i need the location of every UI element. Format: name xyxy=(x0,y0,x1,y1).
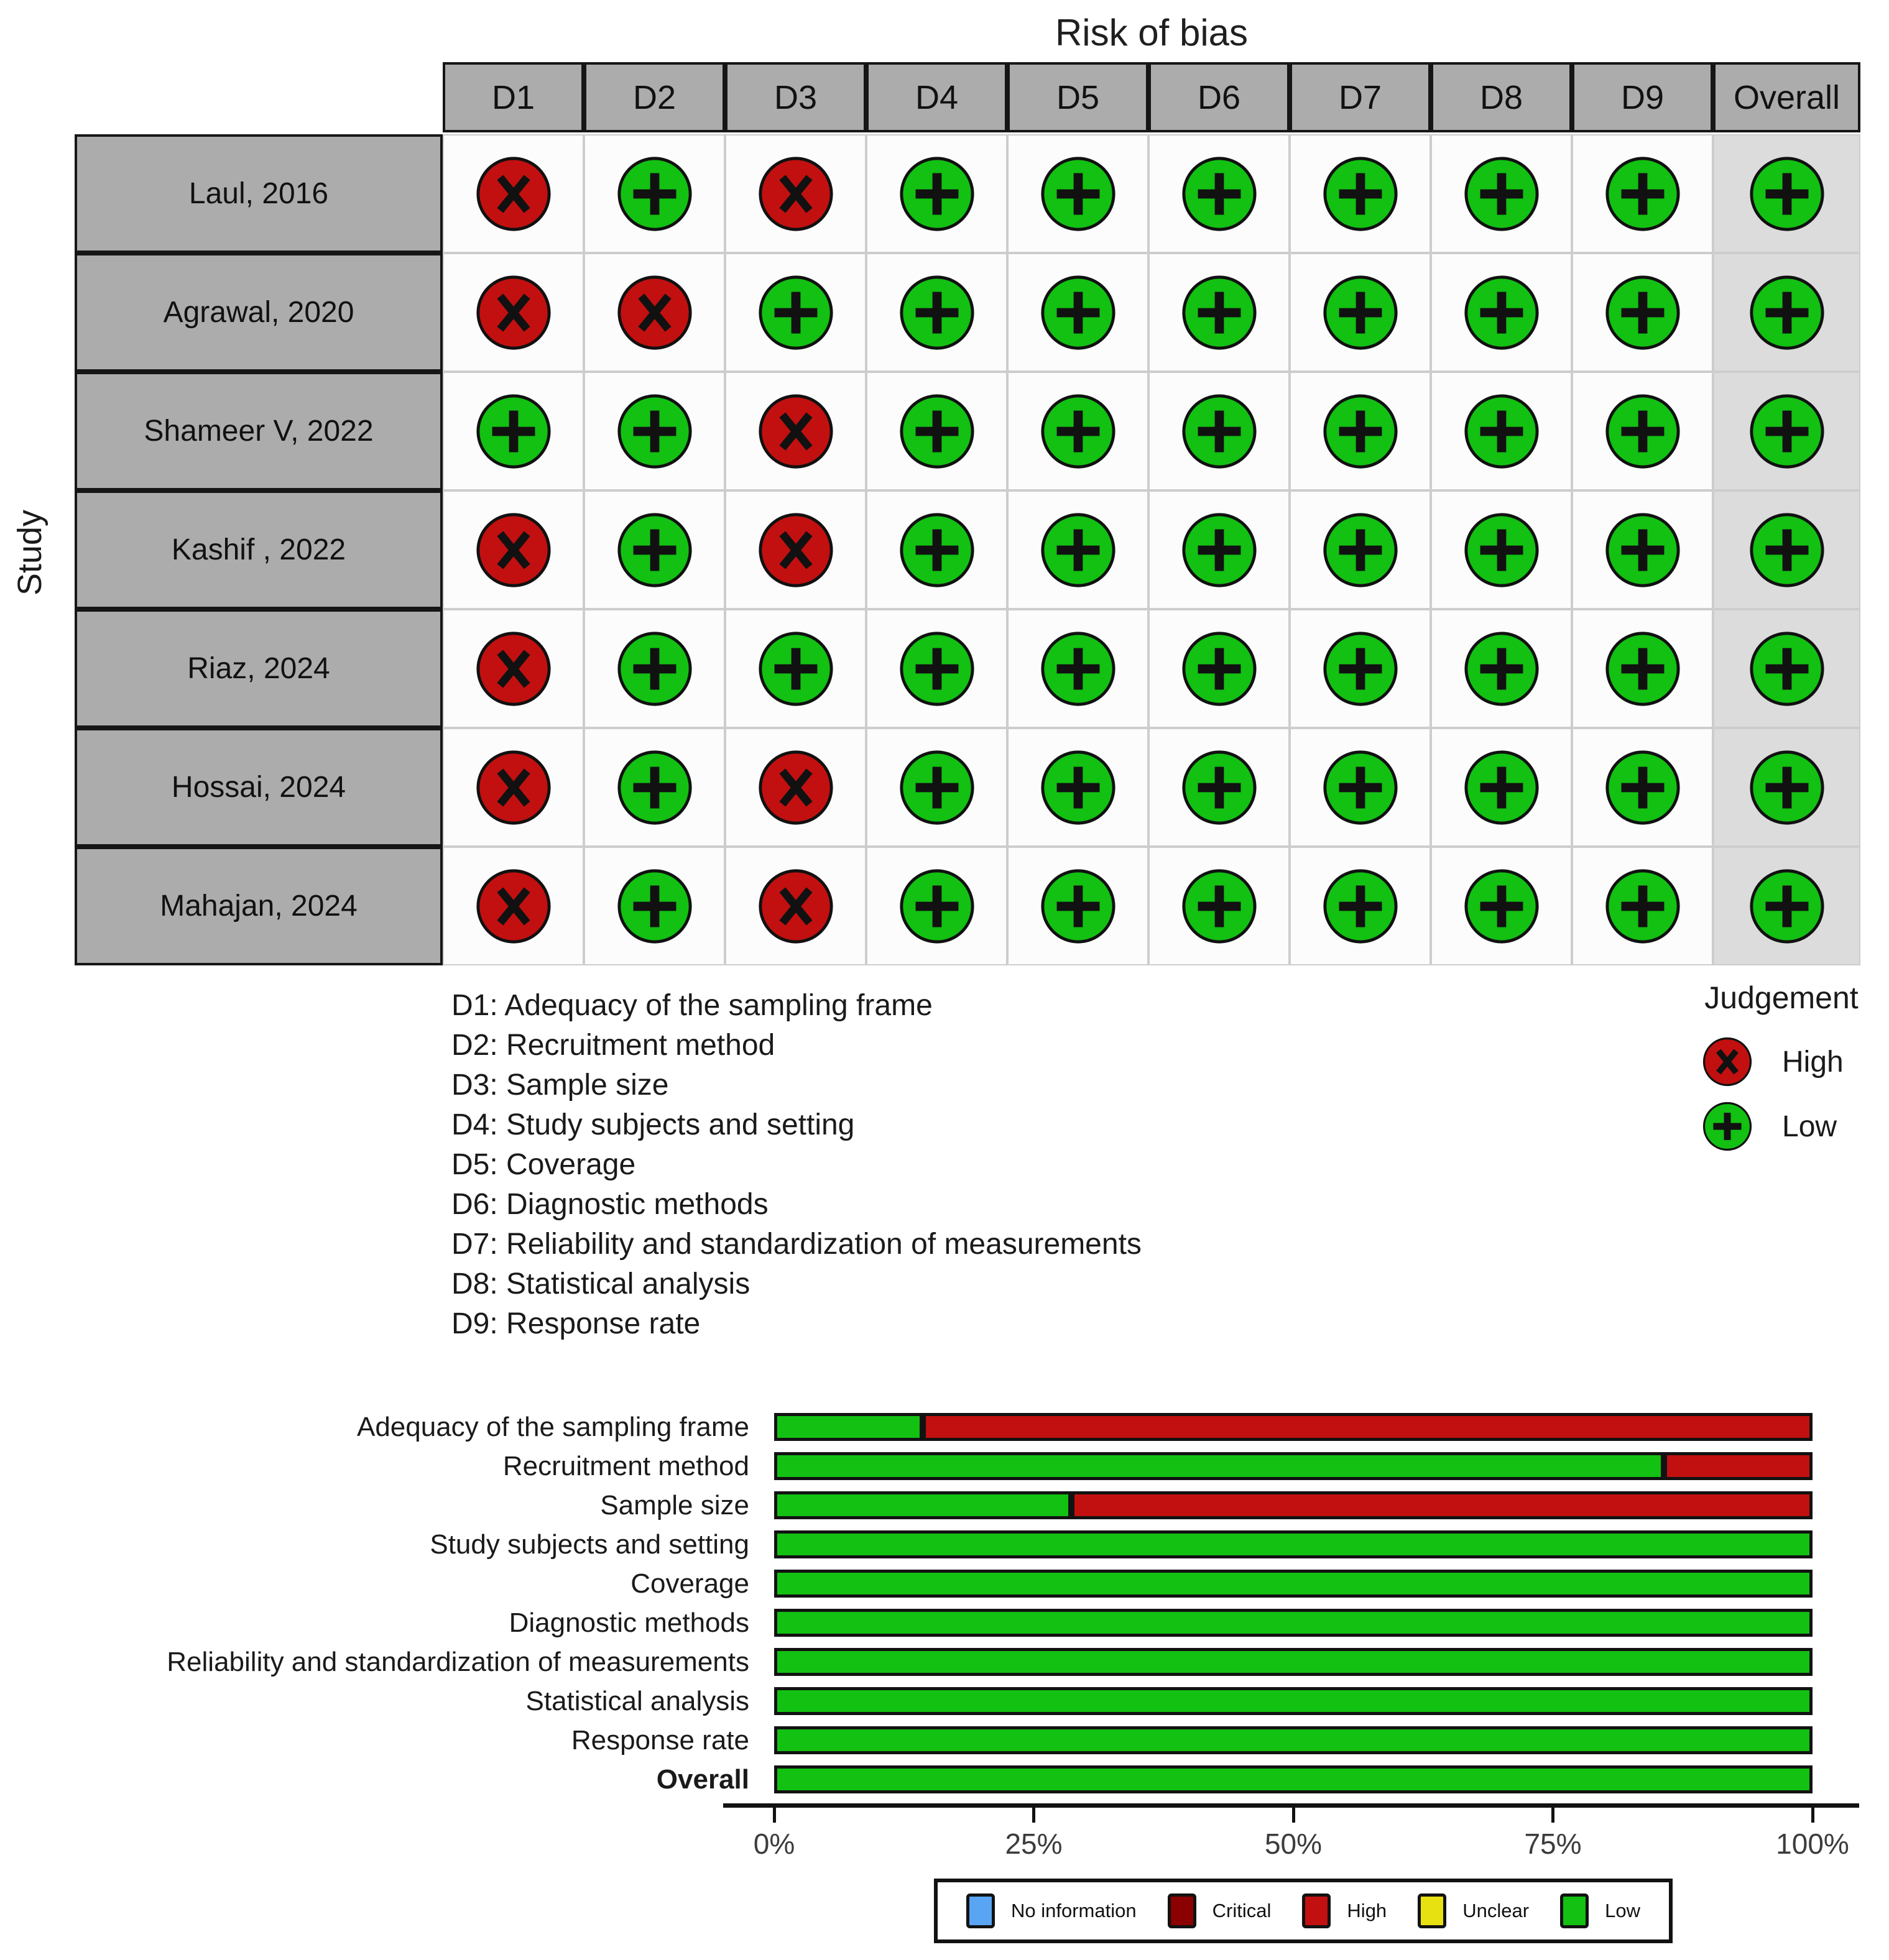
judgement-cell-low xyxy=(1007,728,1148,847)
legend-color-swatch xyxy=(1560,1893,1589,1928)
domain-definition: D4: Study subjects and setting xyxy=(451,1108,855,1141)
legend-item-unclear xyxy=(1418,1893,1529,1928)
x-axis-tick-label: 100% xyxy=(1776,1828,1849,1860)
risk-level-legend xyxy=(934,1879,1673,1943)
low-risk-icon xyxy=(897,392,977,471)
judgement-cell-high xyxy=(443,609,584,728)
judgement-cell-low xyxy=(725,253,866,372)
stacked-bar xyxy=(774,1491,1813,1519)
judgement-cell-low xyxy=(1290,134,1431,253)
x-axis-tick xyxy=(1032,1808,1035,1823)
low-risk-icon xyxy=(897,748,977,827)
low-risk-icon xyxy=(1747,748,1827,827)
judgement-cell-low xyxy=(1713,134,1860,253)
high-risk-icon xyxy=(474,510,553,590)
low-risk-icon xyxy=(1603,629,1683,709)
judgement-cell-low xyxy=(1713,372,1860,490)
bar-category-label: Recruitment method xyxy=(502,1451,749,1481)
judgement-cell-low xyxy=(1007,253,1148,372)
stacked-bar xyxy=(774,1530,1813,1558)
low-risk-icon xyxy=(1180,273,1259,352)
x-axis-tick-label: 75% xyxy=(1524,1828,1582,1860)
bar-category-label: Coverage xyxy=(630,1568,749,1599)
domain-definitions xyxy=(451,986,1142,1344)
judgement-cell-low xyxy=(1431,609,1572,728)
high-risk-icon xyxy=(756,867,836,946)
judgement-cell-high xyxy=(584,253,725,372)
low-risk-icon xyxy=(1701,1100,1753,1153)
judgement-cell-low xyxy=(584,490,725,609)
judgement-cell-low xyxy=(1007,847,1148,965)
judgement-cell-high xyxy=(443,490,584,609)
low-risk-icon xyxy=(1180,510,1259,590)
low-risk-icon xyxy=(1603,867,1683,946)
judgement-legend-label: Low xyxy=(1782,1110,1837,1143)
low-risk-icon xyxy=(1180,867,1259,946)
high-risk-icon xyxy=(756,748,836,827)
legend-label: High xyxy=(1347,1900,1387,1921)
low-risk-icon xyxy=(1038,510,1118,590)
stacked-bar xyxy=(774,1765,1813,1793)
low-risk-icon xyxy=(756,273,836,352)
legend-label: Low xyxy=(1605,1900,1640,1921)
bar-track xyxy=(774,1642,1813,1682)
bar-category-label: Diagnostic methods xyxy=(509,1608,749,1638)
legend-color-swatch xyxy=(1418,1893,1446,1928)
column-header-d4: D4 xyxy=(866,62,1007,132)
judgement-cell-high xyxy=(725,134,866,253)
bar-segment-low xyxy=(774,1530,1813,1558)
low-risk-icon xyxy=(1747,510,1827,590)
bar-track xyxy=(774,1486,1813,1525)
judgement-legend-label: High xyxy=(1782,1045,1844,1079)
judgement-cell-low xyxy=(1148,728,1290,847)
bar-segment-low xyxy=(774,1491,1071,1519)
y-axis-label: Study xyxy=(11,509,48,596)
low-risk-icon xyxy=(615,154,695,234)
high-risk-icon xyxy=(756,510,836,590)
bar-segment-low xyxy=(774,1452,1664,1480)
judgement-cell-low xyxy=(1431,253,1572,372)
legend-item-high xyxy=(1302,1893,1387,1928)
stacked-bar xyxy=(774,1648,1813,1676)
judgement-cell-low xyxy=(1148,847,1290,965)
low-risk-icon xyxy=(1038,748,1118,827)
low-risk-icon xyxy=(1603,748,1683,827)
bar-track xyxy=(774,1760,1813,1799)
low-risk-icon xyxy=(1321,867,1400,946)
judgement-cell-low xyxy=(866,134,1007,253)
legend-label: Critical xyxy=(1212,1900,1272,1921)
bar-category-label: Reliability and standardization of measurements xyxy=(167,1647,749,1677)
column-header-d7: D7 xyxy=(1290,62,1431,132)
bar-rows xyxy=(0,1397,1889,1799)
judgement-cell-high xyxy=(443,728,584,847)
low-risk-icon xyxy=(1321,510,1400,590)
bar-category-label: Sample size xyxy=(600,1490,749,1521)
judgement-cell-low xyxy=(866,253,1007,372)
low-risk-icon xyxy=(897,273,977,352)
judgement-cell-low xyxy=(1290,847,1431,965)
study-name: Laul, 2016 xyxy=(75,134,443,253)
judgement-cell-low xyxy=(1572,490,1713,609)
judgement-cell-low xyxy=(866,847,1007,965)
bar-row xyxy=(0,1721,1889,1760)
low-risk-icon xyxy=(1603,510,1683,590)
stacked-bar xyxy=(774,1570,1813,1598)
low-risk-icon xyxy=(1462,510,1541,590)
judgement-cell-low xyxy=(1148,372,1290,490)
x-axis-tick xyxy=(773,1808,776,1823)
bar-track xyxy=(774,1721,1813,1760)
low-risk-icon xyxy=(615,867,695,946)
low-risk-icon xyxy=(1180,392,1259,471)
column-header-overall: Overall xyxy=(1713,62,1860,132)
study-row xyxy=(75,490,1860,609)
low-risk-icon xyxy=(897,867,977,946)
judgement-cell-low xyxy=(1572,134,1713,253)
low-risk-icon xyxy=(756,629,836,709)
judgement-cell-high xyxy=(725,728,866,847)
column-header-d1: D1 xyxy=(443,62,584,132)
judgement-cell-high xyxy=(443,134,584,253)
low-risk-icon xyxy=(1180,154,1259,234)
low-risk-icon xyxy=(1462,748,1541,827)
judgement-cell-low xyxy=(1431,134,1572,253)
x-axis-tick-label: 50% xyxy=(1264,1828,1323,1860)
judgement-cell-low xyxy=(1572,253,1713,372)
bar-segment-low xyxy=(774,1609,1813,1637)
study-name: Mahajan, 2024 xyxy=(75,847,443,965)
judgement-cell-high xyxy=(443,847,584,965)
judgement-cell-high xyxy=(725,847,866,965)
bar-row xyxy=(0,1642,1889,1682)
judgement-cell-low xyxy=(1431,847,1572,965)
judgement-cell-low xyxy=(1713,728,1860,847)
judgement-cell-low xyxy=(584,372,725,490)
stacked-bar xyxy=(774,1726,1813,1754)
low-risk-icon xyxy=(1321,154,1400,234)
bar-segment-high xyxy=(1664,1452,1813,1480)
bar-row xyxy=(0,1603,1889,1642)
low-risk-icon xyxy=(615,510,695,590)
domain-definition: D6: Diagnostic methods xyxy=(451,1188,769,1221)
x-axis-tick-label: 25% xyxy=(1005,1828,1063,1860)
judgement-cell-low xyxy=(1007,609,1148,728)
domain-definition: D7: Reliability and standardization of measurements xyxy=(451,1228,1142,1261)
legend-item-no-information xyxy=(966,1893,1137,1928)
low-risk-icon xyxy=(1038,629,1118,709)
judgement-cell-low xyxy=(1007,490,1148,609)
judgement-cell-high xyxy=(725,372,866,490)
low-risk-icon xyxy=(1747,629,1827,709)
study-row xyxy=(75,609,1860,728)
bar-track xyxy=(774,1682,1813,1721)
bar-row xyxy=(0,1447,1889,1486)
judgement-cell-low xyxy=(1290,728,1431,847)
judgement-cell-high xyxy=(725,490,866,609)
column-header-d9: D9 xyxy=(1572,62,1713,132)
x-axis-line xyxy=(723,1803,1859,1808)
column-header-d2: D2 xyxy=(584,62,725,132)
judgement-cell-low xyxy=(1148,134,1290,253)
judgement-cell-low xyxy=(1431,490,1572,609)
domain-definition: D9: Response rate xyxy=(451,1307,701,1340)
stacked-bar xyxy=(774,1452,1813,1480)
bar-row xyxy=(0,1682,1889,1721)
domain-definition: D8: Statistical analysis xyxy=(451,1268,751,1300)
judgement-cell-low xyxy=(1431,372,1572,490)
bar-category-label: Study subjects and setting xyxy=(430,1529,749,1560)
legend-color-swatch xyxy=(1302,1893,1331,1928)
bar-track xyxy=(774,1525,1813,1564)
low-risk-icon xyxy=(1747,867,1827,946)
low-risk-icon xyxy=(1038,154,1118,234)
high-risk-icon xyxy=(474,867,553,946)
domain-definition: D2: Recruitment method xyxy=(451,1029,775,1062)
judgement-legend-title: Judgement xyxy=(1704,980,1859,1015)
study-row xyxy=(75,253,1860,372)
low-risk-icon xyxy=(1321,629,1400,709)
low-risk-icon xyxy=(1747,154,1827,234)
high-risk-icon xyxy=(615,273,695,352)
column-header-d5: D5 xyxy=(1007,62,1148,132)
low-risk-icon xyxy=(615,629,695,709)
legend-color-swatch xyxy=(966,1893,995,1928)
judgement-cell-low xyxy=(866,372,1007,490)
low-risk-icon xyxy=(1321,748,1400,827)
judgement-cell-low xyxy=(1713,847,1860,965)
study-row xyxy=(75,134,1860,253)
judgement-cell-low xyxy=(584,609,725,728)
bar-segment-low xyxy=(774,1765,1813,1793)
plot-title: Risk of bias xyxy=(1055,12,1249,53)
legend-color-swatch xyxy=(1168,1893,1196,1928)
bar-category-label: Statistical analysis xyxy=(525,1686,749,1716)
bar-segment-high xyxy=(923,1413,1813,1441)
study-name: Kashif , 2022 xyxy=(75,490,443,609)
study-name: Shameer V, 2022 xyxy=(75,372,443,490)
low-risk-icon xyxy=(1180,748,1259,827)
low-risk-icon xyxy=(1321,273,1400,352)
bar-segment-low xyxy=(774,1413,923,1441)
judgement-cell-low xyxy=(1572,609,1713,728)
judgement-cell-low xyxy=(443,372,584,490)
low-risk-icon xyxy=(615,392,695,471)
legend-label: No information xyxy=(1011,1900,1137,1921)
domain-definition: D5: Coverage xyxy=(451,1148,636,1181)
x-axis-tick xyxy=(1551,1808,1554,1823)
judgement-cell-low xyxy=(1572,847,1713,965)
low-risk-icon xyxy=(1603,273,1683,352)
bar-category-label: Response rate xyxy=(571,1725,749,1755)
bar-track xyxy=(774,1564,1813,1603)
high-risk-icon xyxy=(756,392,836,471)
judgement-cell-low xyxy=(1713,490,1860,609)
judgement-cell-low xyxy=(866,490,1007,609)
judgement-legend xyxy=(1679,980,1884,1159)
judgement-cell-low xyxy=(1290,253,1431,372)
judgement-cell-low xyxy=(866,728,1007,847)
summary-bar-chart xyxy=(0,1397,1889,1925)
low-risk-icon xyxy=(1038,273,1118,352)
low-risk-icon xyxy=(897,154,977,234)
low-risk-icon xyxy=(1180,629,1259,709)
judgement-cell-low xyxy=(1290,609,1431,728)
domain-definition: D3: Sample size xyxy=(451,1069,669,1102)
bar-category-label: Overall xyxy=(656,1764,749,1795)
judgement-cell-low xyxy=(725,609,866,728)
bar-segment-low xyxy=(774,1648,1813,1676)
bar-row xyxy=(0,1407,1889,1447)
stacked-bar xyxy=(774,1609,1813,1637)
judgement-cell-low xyxy=(1148,490,1290,609)
low-risk-icon xyxy=(1603,392,1683,471)
judgement-cell-low xyxy=(584,847,725,965)
x-axis-tick xyxy=(1811,1808,1814,1823)
high-risk-icon xyxy=(474,273,553,352)
low-risk-icon xyxy=(1462,867,1541,946)
judgement-cell-low xyxy=(584,728,725,847)
judgement-cell-low xyxy=(1290,372,1431,490)
legend-item-critical xyxy=(1168,1893,1272,1928)
bar-track xyxy=(774,1603,1813,1642)
low-risk-icon xyxy=(1603,154,1683,234)
low-risk-icon xyxy=(1038,392,1118,471)
column-header-d8: D8 xyxy=(1431,62,1572,132)
study-row xyxy=(75,728,1860,847)
judgement-cell-high xyxy=(443,253,584,372)
traffic-light-rows xyxy=(75,134,1860,965)
low-risk-icon xyxy=(1462,154,1541,234)
low-risk-icon xyxy=(615,748,695,827)
column-header-d6: D6 xyxy=(1148,62,1290,132)
bar-row xyxy=(0,1525,1889,1564)
low-risk-icon xyxy=(897,629,977,709)
judgement-legend-item-high xyxy=(1701,1029,1884,1094)
judgement-cell-low xyxy=(1148,253,1290,372)
bar-track xyxy=(774,1447,1813,1486)
high-risk-icon xyxy=(474,748,553,827)
study-name: Agrawal, 2020 xyxy=(75,253,443,372)
judgement-cell-low xyxy=(1572,728,1713,847)
domain-definition: D1: Adequacy of the sampling frame xyxy=(451,989,933,1022)
study-name: Riaz, 2024 xyxy=(75,609,443,728)
bar-track xyxy=(774,1407,1813,1447)
judgement-cell-low xyxy=(584,134,725,253)
bar-row xyxy=(0,1760,1889,1799)
low-risk-icon xyxy=(1462,629,1541,709)
judgement-cell-low xyxy=(1290,490,1431,609)
bar-row xyxy=(0,1486,1889,1525)
high-risk-icon xyxy=(756,154,836,234)
low-risk-icon xyxy=(1321,392,1400,471)
judgement-cell-low xyxy=(1713,609,1860,728)
bar-segment-low xyxy=(774,1726,1813,1754)
study-row xyxy=(75,372,1860,490)
high-risk-icon xyxy=(1701,1036,1753,1088)
low-risk-icon xyxy=(474,392,553,471)
column-header-d3: D3 xyxy=(725,62,866,132)
judgement-cell-low xyxy=(1148,609,1290,728)
study-name: Hossai, 2024 xyxy=(75,728,443,847)
judgement-cell-low xyxy=(866,609,1007,728)
stacked-bar xyxy=(774,1413,1813,1441)
low-risk-icon xyxy=(1747,273,1827,352)
legend-label: Unclear xyxy=(1462,1900,1530,1921)
judgement-legend-items xyxy=(1679,1029,1884,1159)
bar-segment-high xyxy=(1071,1491,1813,1519)
x-axis-tick-label: 0% xyxy=(753,1828,795,1860)
judgement-cell-low xyxy=(1713,253,1860,372)
low-risk-icon xyxy=(1462,273,1541,352)
judgement-cell-low xyxy=(1572,372,1713,490)
judgement-cell-low xyxy=(1007,134,1148,253)
low-risk-icon xyxy=(1747,392,1827,471)
high-risk-icon xyxy=(474,154,553,234)
stacked-bar xyxy=(774,1687,1813,1715)
judgement-cell-low xyxy=(1431,728,1572,847)
judgement-cell-low xyxy=(1007,372,1148,490)
x-axis-tick xyxy=(1292,1808,1295,1823)
study-row xyxy=(75,847,1860,965)
low-risk-icon xyxy=(1462,392,1541,471)
legend-item-low xyxy=(1560,1893,1640,1928)
bar-segment-low xyxy=(774,1687,1813,1715)
domain-header-row xyxy=(443,62,1860,132)
bar-row xyxy=(0,1564,1889,1603)
bar-segment-low xyxy=(774,1570,1813,1598)
low-risk-icon xyxy=(897,510,977,590)
high-risk-icon xyxy=(474,629,553,709)
low-risk-icon xyxy=(1038,867,1118,946)
bar-category-label: Adequacy of the sampling frame xyxy=(356,1412,749,1442)
judgement-legend-item-low xyxy=(1701,1094,1884,1159)
